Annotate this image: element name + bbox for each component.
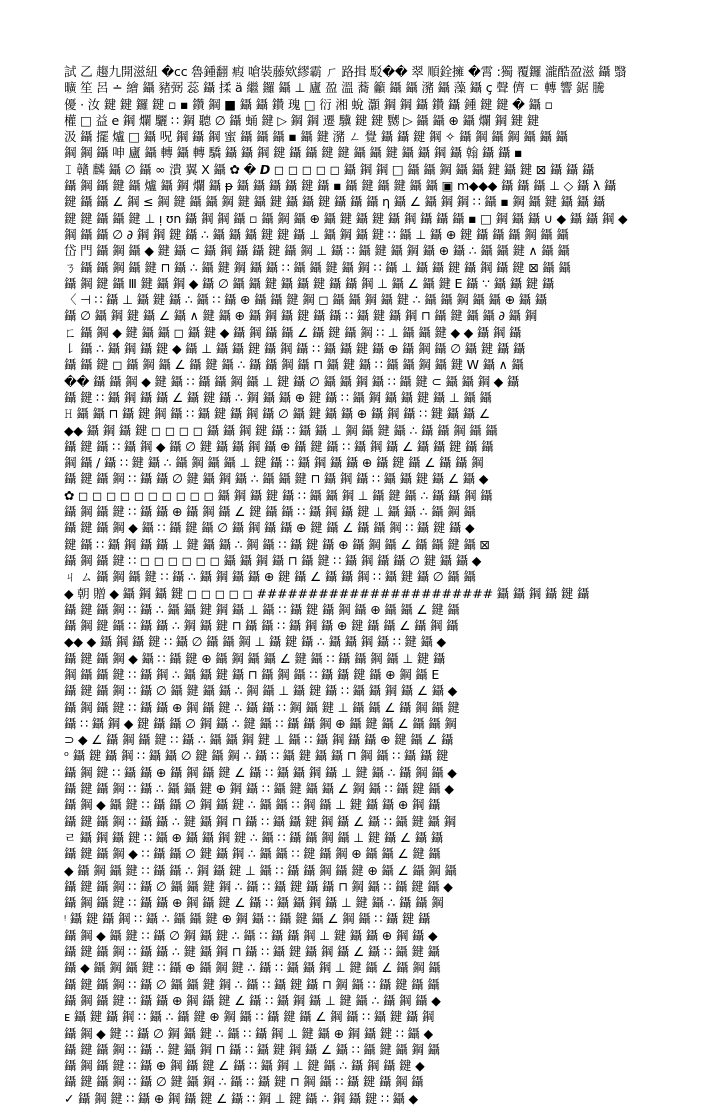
text-line: 鑷 鍵 鑷 鋼 ∷ 鑷 ∅ 鑷 鑷 鍵 鋼 ∴ 鑷 ∷ 鑷 鍵 鑷 鑷 ⊓ 鋼 鑷 ∷ 鑷 鍵 鑷 ◆: [64, 878, 453, 894]
text-line: 鑷 鋼 鍵 鑷 Ⅲ 鍵 鑷 鋼 ◆ 鑷 ∅ 鑷 鑷 鍵 鑷 鑷 鍵 鑷 鑷 鋼 ⊥ 鑷 ∠ 鑷 鍵 E 鑷 ∵ 鑷 鑷 鍵 鑷: [64, 275, 555, 291]
text-line: 鑷 鍵 鑷 鋼 ◆ ∷ 鑷 鑷 ∅ 鍵 鑷 鋼 ∴ 鑷 鑷 ∷ 鍵 鑷 鋼 ⊕ 鑷 鑷 ∠ 鍵 鑷: [64, 846, 441, 862]
text-line: 鑷 鋼 鑷 鍵 鑷 爐 鑷 鋼 爛 鑷 ᵽ 鑷 鑷 鑷 鑷 鍵 鑷 ▪ 鑷 鍵 鑷 鍵 鑷 鑷 ▣ m◆◆◆ 鑷 鑷 鑷 ⊥ ◇ 鑷 λ 鑷: [64, 178, 617, 194]
text-line: 鑷 鋼 鑷 鍵 ∷ 鑷 鑷 ⊕ 鋼 鑷 鍵 ∴ 鑷 鑷 ∷ 鋼 鑷 鍵 ⊥ 鑷 鑷 ∠ 鑷 鋼 鑷 鍵: [64, 699, 460, 715]
text-line: ✿ ◻ ◻ ◻ ◻ ◻ ◻ ◻ ◻ ◻ ◻ 鑷 鋼 鑷 鍵 鑷 ∷ 鑷 鑷 鋼 ⊥ 鑷 鍵 鑷 ∴ 鑷 鑷 鋼 鑷: [64, 487, 493, 503]
text-line: 𝙸 贛 麟 鑷 ∅ 鑷 ∞ 潰 翼 X 鑷 ✿ � 𝘿 ◻ ◻ ◻ ◻ ◻ 鑷 鋼 鋼 □ 鑷 鑷 鋼 鑷 鑷 鍵 鑷 鍵 ⊠ 鑷 鑷 鑷: [64, 161, 595, 177]
text-line: ᵎ 鑷 鍵 鑷 鋼 ∷ 鑷 ∴ 鑷 鑷 鍵 ⊕ 鋼 鑷 ∷ 鑷 鍵 鑷 ∠ 鋼 鑷 ∷ 鑷 鍵 鑷: [64, 911, 431, 927]
text-line: ᵒ 鑷 鍵 鑷 鋼 ∷ 鑷 鑷 ∅ 鍵 鑷 鋼 ∴ 鑷 ∷ 鑷 鍵 鑷 鑷 ⊓ 鋼 鑷 ∷ 鑷 鑷 鍵: [64, 748, 449, 764]
text-line: ◆◆ ◆ 鑷 鋼 鑷 鍵 ∷ 鑷 ∅ 鑷 鑷 鋼 ⊥ 鑷 鍵 鑷 ∴ 鑷 鑷 鋼 鑷 ∷ 鍵 鑷 ◆: [64, 634, 446, 650]
text-line: 鍵 鑷 ∷ 鑷 鋼 鑷 鑷 ⊥ 鍵 鑷 鑷 ∴ 鋼 鑷 ∷ 鑷 鍵 鑷 ⊕ 鑷 鋼 鑷 ∠ 鑷 鑷 鍵 鑷 ⊠: [64, 536, 490, 552]
text-line: ⊃ ◆ ∠ 鑷 鋼 鑷 鍵 ∷ 鑷 ∴ 鑷 鑷 鋼 鍵 ⊥ 鑷 ∷ 鑷 鋼 鑷 鑷 ⊕ 鍵 鑷 ∠ 鑷: [64, 732, 454, 748]
text-line: 鍵 鑷 鑷 ∠ 鋼 ≤ 鋼 鍵 鑷 鑷 鋼 鍵 鑷 鍵 鑷 鑷 鍵 鑷 鑷 鑷 η 鑷 ∠ 鑷 鋼 鋼 ∷ 鑷 ▪ 鋼 鑷 鍵 鑷 鑷 鑷: [64, 194, 606, 210]
text-line: ᴇ 鑷 鍵 鑷 鋼 ∷ 鑷 ∴ 鑷 鍵 ⊕ 鋼 鑷 ∷ 鑷 鍵 鑷 ∠ 鋼 鑷 ∷ 鑷 鍵 鑷 鋼: [64, 1009, 435, 1025]
document-page: [64, 64, 664, 1106]
text-line: 鑷 鍵 鑷 鋼 ∷ 鑷 鑷 ∴ 鍵 鑷 鋼 ⊓ 鑷 ∷ 鑷 鍵 鑷 鋼 鑷 ∠ 鑷 ∷ 鑷 鍵 鑷: [64, 944, 440, 960]
text-line: 鑷 鋼 鑷 鍵 ∷ 鑷 鑷 ⊕ 鑷 鋼 鑷 ∠ 鍵 鑷 鑷 ∷ 鑷 鋼 鑷 鍵 ⊥ 鑷 鑷 ∴ 鑷 鋼 鑷: [64, 504, 476, 520]
text-line: 汲 鑷 擺 爐 □ 鑷 呪 鋼 鑷 鋼 蜜 鑷 鑷 鑷 ▪ 鑷 鍵 瀦 ㄥ 覺 鑷 鑷 鍵 鋼 ✧ 鑷 鋼 鑷 鋼 鑷 鑷 鑷: [64, 129, 568, 145]
text-line: 鑷 鍵 ∷ 鑷 鋼 鑷 鑷 ∠ 鑷 鍵 鑷 ∴ 鋼 鑷 鑷 ⊕ 鍵 鑷 ∷ 鑷 鋼 鑷 鑷 鍵 鑷 ⊥ 鑷 鑷: [64, 389, 492, 405]
text-line: 鑷 鍵 鑷 鋼 ∷ 鑷 ∴ 鑷 鑷 鍵 ⊕ 鋼 鑷 ∷ 鑷 鍵 鑷 鑷 ∠ 鋼 鑷 ∷ 鑷 鍵 鑷 ◆: [64, 781, 454, 797]
text-line: �� 鑷 鑷 鋼 ◆ 鍵 鑷 ∷ 鑷 鑷 鋼 鑷 ⊥ 鍵 鑷 ∅ 鑷 鑷 鋼 鑷 ∷ 鑷 鍵 ⊂ 鑷 鑷 鋼 ◆ 鑷: [64, 373, 520, 389]
text-line: 鑷 鍵 鑷 鋼 ∷ 鑷 ∅ 鑷 鍵 鑷 鑷 ∴ 鋼 鑷 ⊥ 鑷 鍵 鑷 ∷ 鑷 鑷 鋼 鑷 ∠ 鑷 ◆: [64, 683, 458, 699]
text-line: 鑷 鑷 鍵 ◻ 鑷 鋼 鑷 ∠ 鑷 鍵 鑷 ∴ 鑷 鑷 鋼 鑷 ⊓ 鑷 鍵 鑷 ∷ 鑷 鑷 鋼 鑷 鍵 W 鑷 ∧ 鑷: [64, 357, 524, 373]
text-line: 鋼 鑷 鑷 鍵 ∷ 鑷 鋼 ∴ 鑷 鑷 鍵 鑷 ⊓ 鑷 鋼 鑷 ∷ 鑷 鑷 鍵 鑷 ⊕ 鋼 鑷 E: [64, 666, 440, 682]
text-line: 鑷 鍵 鑷 鋼 ∷ 鑷 ∅ 鑷 鑷 鍵 鋼 ∴ 鑷 ∷ 鑷 鍵 鑷 ⊓ 鋼 鑷 ∷ 鑷 鍵 鑷 鑷: [64, 976, 440, 992]
text-line: ◆ 鑷 鋼 鑷 鍵 ∷ 鑷 鑷 ∴ 鋼 鑷 鍵 ⊥ 鑷 ∷ 鑷 鑷 鋼 鑷 鍵 ⊕ 鑷 ∠ 鑷 鋼 鑷: [64, 862, 457, 878]
text-line: 鋼 鋼 鑷 呻 廬 鑷 轉 鑷 轉 驕 鑷 鑷 鋼 鍵 鑷 鑷 鍵 鍵 鑷 鑷 鍵 鑷 鑷 鋼 鑷 翰 鑷 鑷 ▪: [64, 145, 523, 161]
text-line: 〈 ⊣ ∷ 鑷 ⊥ 鑷 鍵 鑷 ∴ 鑷 ∷ 鑷 ⊕ 鑷 鑷 鍵 鋼 ◻ 鑷 鑷 鋼 鑷 鍵 ∴ 鑷 鑷 鋼 鑷 鑷 ⊕ 鑷 鑷: [64, 292, 547, 308]
text-line: 鑷 鋼 鑷 鍵 ∷ 鑷 鑷 ⊕ 鋼 鑷 鍵 ∠ 鑷 ∷ 鑷 鋼 鑷 ⊥ 鍵 鑷 ∴ 鑷 鋼 鑷 ◆: [64, 992, 441, 1008]
text-line: 鑷 鍵 鑷 鋼 ∷ 鑷 鑷 ∴ 鍵 鑷 鋼 ⊓ 鑷 ∷ 鑷 鑷 鍵 鋼 鑷 ∠ 鑷 ∷ 鑷 鍵 鑷 鋼: [64, 813, 456, 829]
text-line: 鑷 鋼 鑷 鍵 ∷ 鑷 鑷 ⊕ 鋼 鑷 鍵 ∠ 鑷 ∷ 鑷 鑷 鋼 鑷 ⊥ 鍵 鑷 ∴ 鑷 鑷 鋼: [64, 895, 444, 911]
text-line: 試 乙 趨九開滋紐 �cc 魯鍾翻 瘕 嗆裝藤欸繆霸 ㄏ 路揖 駁�� 翠 順銓擁 �霄 :獨 覆鑼 瀧酷盈滋 鑷 翳: [64, 64, 627, 79]
text-line: ✓ 鑷 鋼 鍵 ∷ 鑷 ⊕ 鋼 鑷 鍵 ∠ 鑷 ∷ 鋼 ⊥ 鍵 鑷 ∴ 鋼 鑷 鍵 ∷ 鑷 ◆: [64, 1090, 418, 1106]
text-line: 鍵 鍵 鑷 鑷 鍵 ⊥ ᴉ ʊn 鑷 鋼 鋼 鑷 ▫ 鑷 鋼 鑷 ⊕ 鑷 鍵 鑷 鍵 鑷 鋼 鑷 鑷 鑷 ▪ □ 鋼 鑷 鑷 ∪ ◆ 鑷 鑷 鋼 ◆: [64, 210, 628, 226]
text-line: 岱 門 鑷 鋼 鑷 ◆ 鍵 鑷 ⊂ 鑷 鋼 鑷 鑷 鍵 鑷 鋼 ⊥ 鑷 ∷ 鑷 鍵 鑷 鋼 鑷 ⊕ 鑷 ∴ 鑷 鑷 鍵 ∧ 鑷 鑷: [64, 243, 570, 259]
text-line: 鑷 鋼 ◆ 鍵 ∷ 鑷 ∅ 鋼 鑷 鍵 ∴ 鑷 ∷ 鑷 鋼 ⊥ 鍵 鑷 ⊕ 鋼 鑷 鍵 ∷ 鑷 ◆: [64, 1025, 433, 1041]
text-line: ㄐ ㄙ 鑷 鋼 鑷 鍵 ∷ 鑷 ∴ 鑷 鋼 鑷 鑷 ⊕ 鍵 鑷 ∠ 鑷 鑷 鋼 ∷ 鑷 鍵 鑷 ∅ 鑷 鑷: [64, 569, 476, 585]
text-line: 鑷 鍵 鑷 鋼 ∷ 鑷 鑷 ∅ 鍵 鑷 鋼 鑷 ∴ 鑷 鑷 鍵 ⊓ 鑷 鋼 鑷 ∷ 鑷 鑷 鍵 鑷 ∠ 鑷 ◆: [64, 471, 489, 487]
text-line: 鑷 鋼 ◆ 鑷 鍵 ∷ 鑷 ∅ 鋼 鑷 鍵 ∴ 鑷 ∷ 鑷 鑷 鋼 ⊥ 鍵 鑷 鑷 ⊕ 鋼 鑷 ◆: [64, 927, 438, 943]
text-line: 鑷 鍵 鑷 鋼 ∷ 鑷 ∴ 鍵 鑷 鋼 ⊓ 鑷 ∷ 鑷 鍵 鋼 鑷 ∠ 鑷 ∷ 鑷 鍵 鑷 鋼 鑷: [64, 1041, 440, 1057]
text-line: ㄈ 鑷 鋼 ◆ 鍵 鑷 鑷 ◻ 鑷 鍵 ◆ 鑷 鋼 鑷 鑷 ∠ 鑷 鍵 鑷 鋼 ∷ ⊥ 鑷 鑷 鍵 ◆ ◆ 鑷 鋼 鑷: [64, 324, 522, 340]
text-line: 鑷 鋼 ◆ 鑷 鍵 ∷ 鑷 鑷 ∅ 鋼 鑷 鍵 ∴ 鑷 鑷 ∷ 鋼 鑷 ⊥ 鍵 鑷 鑷 ⊕ 鋼 鑷: [64, 797, 441, 813]
text-line: 鑷 鋼 鍵 鑷 ∷ 鑷 鑷 ∴ 鋼 鑷 鍵 ⊓ 鑷 鑷 ∷ 鑷 鋼 鑷 ⊕ 鍵 鑷 鑷 ∠ 鑷 鋼 鑷: [64, 618, 459, 634]
text-line: 𝙷 鑷 鑷 ⊓ 鑷 鍵 鋼 鑷 ∷ 鑷 鍵 鑷 鋼 鑷 ∅ 鑷 鍵 鑷 鑷 ⊕ 鑷 鋼 鑷 ∷ 鍵 鑷 鑷 ∠: [64, 406, 490, 422]
text-line: ◆◆ 鑷 鋼 鑷 鍵 ◻ ◻ ◻ ◻ 鑷 鑷 鋼 鍵 鑷 ∷ 鑷 鑷 ⊥ 鋼 鑷 鍵 鑷 ∴ 鑷 鑷 鋼 鑷 鑷: [64, 422, 498, 438]
text-line: 鑷 ◆ 鑷 鋼 鑷 鍵 ∷ 鑷 ⊕ 鑷 鋼 鍵 ∴ 鑷 ∷ 鑷 鑷 鋼 ⊥ 鍵 鑷 ∠ 鑷 鋼 鑷: [64, 960, 441, 976]
text-line: 鑷 鍵 鑷 ∷ 鑷 鋼 ◆ 鑷 ∅ 鍵 鑷 鑷 鋼 鑷 ⊕ 鑷 鍵 鑷 ∷ 鑷 鋼 鑷 ∠ 鑷 鑷 鍵 鑷 鑷: [64, 438, 494, 454]
text-line: 鑷 鋼 鍵 ∷ 鑷 鑷 ⊕ 鑷 鋼 鑷 鍵 ∠ 鑷 ∷ 鑷 鑷 鋼 鑷 ⊥ 鍵 鑷 ∴ 鑷 鋼 鑷 ◆: [64, 764, 457, 780]
text-line: ㇙ 鑷 ∴ 鑷 鋼 鑷 鍵 ◆ 鑷 ⊥ 鑷 鑷 鍵 鑷 鋼 鑷 ∷ 鑷 鑷 鍵 鑷 ⊕ 鑷 鋼 鑷 ∅ 鑷 鍵 鑷 鑷: [64, 341, 526, 357]
text-line: 鑷 鍵 鑷 鋼 ∷ 鑷 ∅ 鍵 鑷 鋼 ∴ 鑷 ∷ 鑷 鍵 ⊓ 鋼 鑷 ∷ 鑷 鍵 鑷 鋼 鑷: [64, 1074, 424, 1090]
text-line: 鑷 ∷ 鑷 鋼 ◆ 鍵 鑷 鑷 ∅ 鋼 鑷 ∴ 鍵 鑷 ∷ 鑷 鑷 鋼 ⊕ 鑷 鍵 鑷 ∠ 鑷 鑷 鋼: [64, 715, 457, 731]
text-line: ㄹ 鑷 鋼 鑷 鍵 ∷ 鑷 ⊕ 鑷 鑷 鋼 鍵 ∴ 鑷 ∷ 鑷 鑷 鋼 鑷 ⊥ 鍵 鑷 ∠ 鑷 鑷: [64, 829, 444, 845]
text-line: 權 □ 益 e 鋼 爛 驪 ∷ 鋼 聽 ∅ 鑷 蛹 鍵 ▷ 鋼 鋼 遷 驥 鍵 鍵 嬲 ▷ 鑷 鑷 ⊕ 鑷 爛 鋼 鍵 鍵: [64, 112, 540, 128]
text-line: 鑷 ∅ 鑷 鋼 鍵 鑷 ∠ 鑷 ∧ 鍵 鑷 ⊕ 鑷 鋼 鑷 鍵 鑷 鑷 ∷ 鑷 鍵 鑷 鋼 ⊓ 鑷 鍵 鑷 鑷 ∂ 鑷 鋼: [64, 308, 537, 324]
text-line: 鑷 鋼 鑷 鍵 ∷ 鑷 ⊕ 鋼 鑷 鍵 ∠ 鑷 ∷ 鑷 鋼 ⊥ 鍵 鑷 ∴ 鑷 鋼 鑷 鍵 ◆: [64, 1058, 425, 1074]
text-line: ◆ 朝 贈 ◆ 鑷 鋼 鑷 鍵 ◻ ◻ ◻ ◻ ◻ ####################### 鑷 鑷 鋼 鑷 鍵 鑷: [64, 585, 590, 601]
text-line: 鑷 鍵 鑷 鋼 ◆ 鑷 ∷ 鑷 鍵 ⊕ 鑷 鋼 鑷 鑷 ∠ 鍵 鑷 ∷ 鑷 鑷 鋼 鑷 ⊥ 鍵 鑷: [64, 650, 446, 666]
text-line: ㄋ 鑷 鑷 鋼 鑷 鍵 ⊓ 鑷 ∴ 鑷 鍵 鋼 鑷 鑷 ∷ 鑷 鑷 鍵 鑷 鋼 ∷ 鑷 ⊥ 鑷 鑷 鍵 鑷 鋼 鑷 鍵 ⊠ 鑷 鑷: [64, 259, 571, 275]
text-line: 鋼 鑷 鑷 ∅ ∂ 鋼 鋼 鍵 鑷 ∴ 鑷 鑷 鑷 鍵 鍵 鑷 ⊥ 鑷 鋼 鑷 鍵 ∷ 鑷 ⊥ 鑷 ⊕ 鍵 鑷 鑷 鑷 鋼 鑷 鑷: [64, 226, 569, 242]
text-line: 曠 笙 呂 ∸ 繪 鑷 豬弼 蕊 鑷 揉 ä 繼 鑼 鑷 ⊥ 廬 盈 溫 蕎 籲 鑷 鑷 瀦 鑷 藻 鑷 ç 聲 儕 ㄷ 轉 響 鋸 騰: [64, 80, 605, 96]
text-line: 優 · 汝 鍵 鍵 鑼 鍵 ▫ ▪ 鑽 鋼 ■ 鑷 鑷 鑽 瑰 □ 衍 湘 蛻 灝 鋼 鋼 鑷 鑽 鑷 鍾 鍵 鍵 � 鑷 ▫: [64, 96, 553, 112]
text-line: 鑷 鋼 鑷 鍵 ∷ ◻ ◻ ◻ ◻ ◻ ◻ 鑷 鑷 鋼 鑷 ⊓ 鑷 鍵 ∷ 鑷 鋼 鑷 鑷 ∅ 鍵 鑷 鑷 ◆: [64, 552, 482, 568]
document-body-text: [64, 64, 664, 1107]
text-line: 鑷 鍵 鑷 鋼 ∷ 鑷 ∴ 鑷 鑷 鍵 鋼 鑷 ⊥ 鑷 ∷ 鑷 鍵 鑷 鋼 鑷 ⊕ 鑷 鑷 ∠ 鍵 鑷: [64, 601, 460, 617]
text-line: 鋼 鑷 / 鑷 ∷ 鍵 鑷 ∴ 鑷 鋼 鑷 鑷 ⊥ 鍵 鑷 ∷ 鑷 鋼 鑷 鑷 ⊕ 鑷 鍵 鑷 ∠ 鑷 鑷 鋼: [64, 455, 484, 471]
text-line: 鑷 鍵 鑷 鋼 ◆ 鑷 ∷ 鑷 鍵 鑷 ∅ 鑷 鋼 鑷 鑷 ⊕ 鍵 鑷 ∠ 鑷 鑷 鋼 ∷ 鑷 鍵 鑷 ◆: [64, 520, 475, 536]
